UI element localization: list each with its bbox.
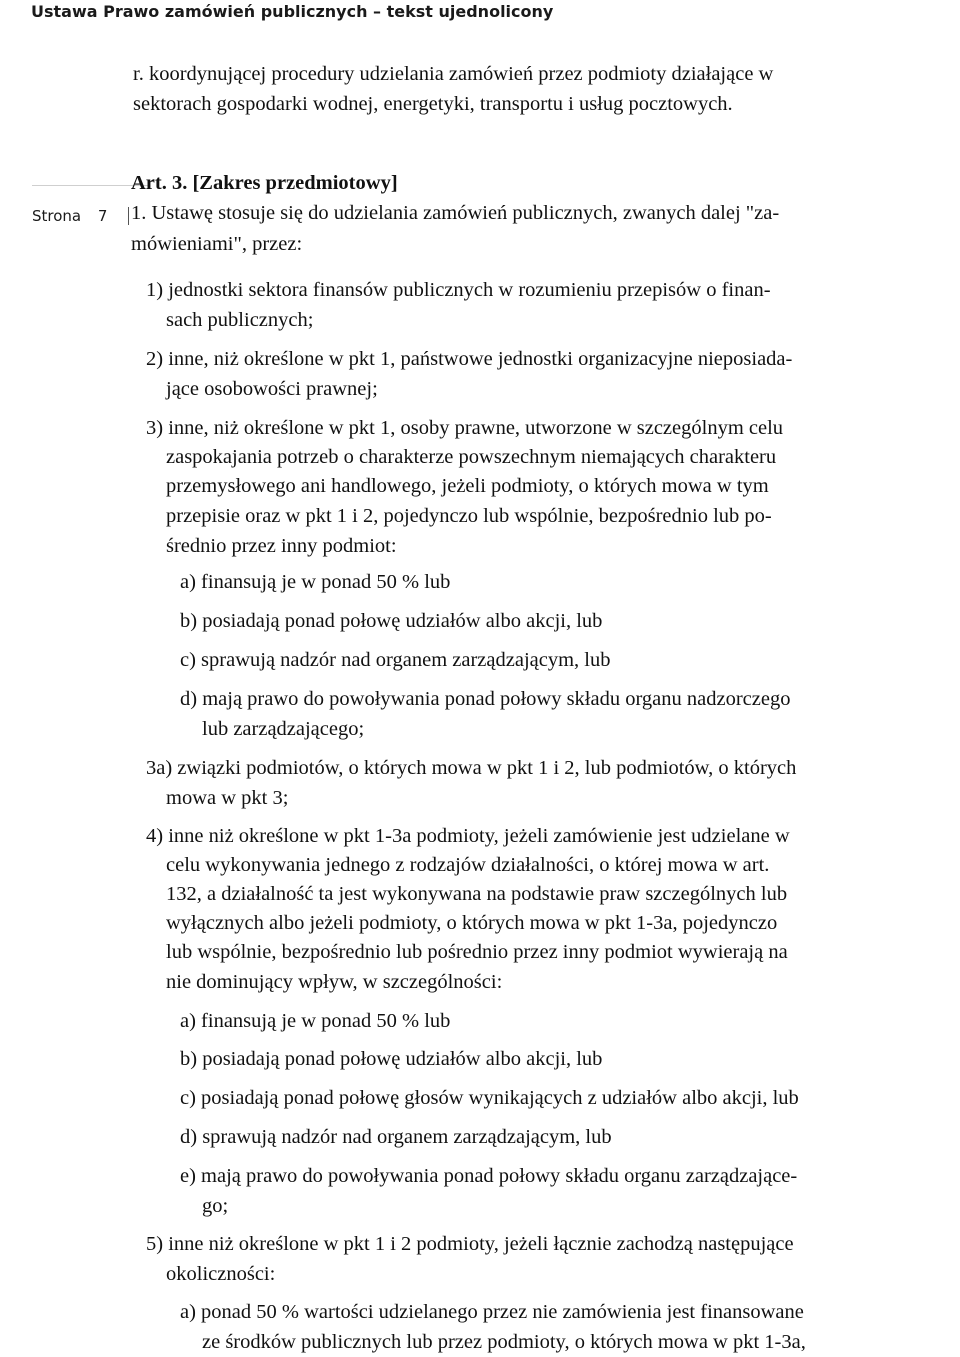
text-line: 3a) związki podmiotów, o których mowa w pkt 1 i 2, lub podmiotów, o których [146, 757, 797, 779]
text-line: a) ponad 50 % wartości udzielanego przez nie zamówienia jest finansowane [180, 1301, 804, 1323]
text-line: celu wykonywania jednego z rodzajów działalności, o której mowa w art. [166, 854, 770, 876]
text-line: 2) inne, niż określone w pkt 1, państwowe jednostki organizacyjne nieposiada- [146, 348, 793, 370]
text-line: przepisie oraz w pkt 1 i 2, pojedynczo lub wspólnie, bezpośrednio lub po- [166, 505, 772, 527]
text-line: b) posiadają ponad połowę udziałów albo akcji, lub [180, 610, 603, 632]
text-line: b) posiadają ponad połowę udziałów albo akcji, lub [180, 1048, 603, 1070]
text-line: 5) inne niż określone w pkt 1 i 2 podmioty, jeżeli łącznie zachodzą następujące [146, 1233, 794, 1255]
text-line: nie dominujący wpływ, w szczególności: [166, 971, 503, 993]
text-line: 1) jednostki sektora finansów publicznych w rozumieniu przepisów o finan- [146, 279, 771, 301]
page-label-number: 7 [97, 207, 108, 225]
text-line: lub wspólnie, bezpośrednio lub pośrednio przez inny podmiot wywierają na [166, 941, 788, 963]
text-line: e) mają prawo do powoływania ponad połowy składu organu zarządzające- [180, 1165, 798, 1187]
text-line: 132, a działalność ta jest wykonywana na podstawie praw szczególnych lub [166, 883, 788, 905]
text-line: 4) inne niż określone w pkt 1-3a podmioty, jeżeli zamówienie jest udzielane w [146, 825, 790, 847]
page-label-word: Strona [32, 207, 82, 225]
text-line: sach publicznych; [166, 309, 314, 331]
document-header: Ustawa Prawo zamówień publicznych – tekst ujednolicony [31, 2, 554, 21]
page-label-divider [128, 207, 129, 225]
text-line: jące osobowości prawnej; [166, 378, 378, 400]
text-line: przemysłowego ani handlowego, jeżeli podmioty, o których mowa w tym [166, 475, 769, 497]
text-line: wyłącznych albo jeżeli podmioty, o których mowa w pkt 1-3a, pojedynczo [166, 912, 778, 934]
text-line: d) sprawują nadzór nad organem zarządzającym, lub [180, 1126, 612, 1148]
text-line: d) mają prawo do powoływania ponad połowy składu organu nadzorczego [180, 688, 791, 710]
text-line: 3) inne, niż określone w pkt 1, osoby prawne, utworzone w szczególnym celu [146, 417, 784, 439]
text-line: 1. Ustawę stosuje się do udzielania zamówień publicznych, zwanych dalej "za- [131, 202, 780, 224]
text-line: średnio przez inny podmiot: [166, 535, 397, 557]
text-line: mówieniami", przez: [131, 233, 303, 255]
text-line: mowa w pkt 3; [166, 787, 289, 809]
text-line: c) posiadają ponad połowę głosów wynikających z udziałów albo akcji, lub [180, 1087, 799, 1109]
article-heading: Art. 3. [Zakres przedmiotowy] [131, 172, 398, 194]
text-line: r. koordynującej procedury udzielania zamówień przez podmioty działające w [133, 63, 774, 85]
text-line: lub zarządzającego; [202, 718, 365, 740]
text-line: c) sprawują nadzór nad organem zarządzającym, lub [180, 649, 611, 671]
page-number-label [32, 205, 107, 227]
text-line: okoliczności: [166, 1263, 276, 1285]
text-line: a) finansują je w ponad 50 % lub [180, 1010, 451, 1032]
text-line: a) finansują je w ponad 50 % lub [180, 571, 451, 593]
text-line: ze środków publicznych lub przez podmioty, o których mowa w pkt 1-3a, [202, 1331, 806, 1353]
text-line: sektorach gospodarki wodnej, energetyki, transportu i usług pocztowych. [133, 93, 733, 115]
text-line: go; [202, 1195, 229, 1217]
text-line: zaspokajania potrzeb o charakterze powszechnym niemających charakteru [166, 446, 777, 468]
